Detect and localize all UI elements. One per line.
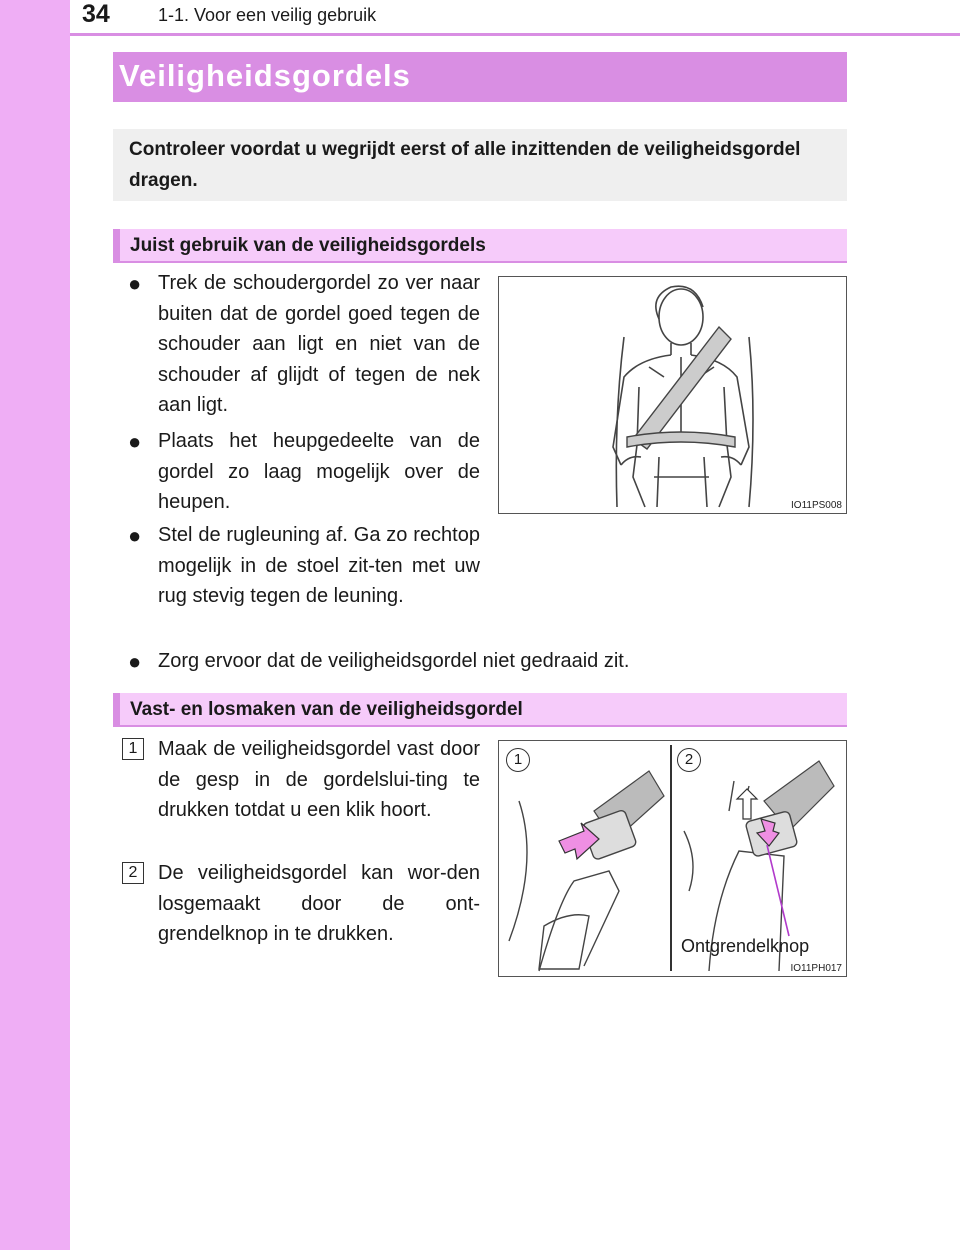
- step-number: 2: [122, 862, 144, 884]
- bullet-item: [128, 268, 480, 421]
- page-number: 34: [82, 0, 110, 28]
- bullet-text: Trek de schoudergordel zo ver naar buiten dat de gordel goed tegen de schouder aan ligt en niet van de schouder af glijdt of tegen de nek aan ligt.: [158, 272, 480, 416]
- figure-step-label: 2: [677, 748, 701, 772]
- bullet-item: [128, 520, 480, 612]
- bullet-item: [128, 426, 480, 518]
- bullet-text: Zorg ervoor dat de veiligheidsgordel niet gedraaid zit.: [158, 650, 630, 672]
- title-banner: [113, 52, 847, 102]
- step-item: [122, 734, 480, 826]
- buckle-figure: [498, 740, 847, 977]
- bullet-dot-icon: ●: [128, 429, 142, 454]
- subheading-fasten: [113, 693, 847, 727]
- bullet-dot-icon: ●: [128, 271, 142, 296]
- section-title: 1-1. Voor een veilig gebruik: [158, 5, 377, 25]
- seated-person-illustration: [499, 277, 846, 513]
- bullet-item: [128, 646, 768, 677]
- bullet-dot-icon: ●: [128, 649, 142, 674]
- step-text: Maak de veiligheidsgordel vast door de gesp in de gordelslui-ting te drukken totdat u een klik hoort.: [158, 738, 480, 821]
- bullet-dot-icon: ●: [128, 523, 142, 548]
- page-title: Veiligheidsgordels: [119, 58, 411, 93]
- intro-text: Controleer voordat u wegrijdt eerst of alle inzittenden de veiligheidsgordel dragen.: [129, 139, 801, 191]
- step-item: [122, 858, 480, 950]
- left-margin-strip: [0, 0, 70, 1250]
- step-number: 1: [122, 738, 144, 760]
- bullet-text: Stel de rugleuning af. Ga zo rechtop mogelijk in de stoel zit-ten met uw rug stevig tegen de leuning.: [158, 524, 480, 607]
- intro-box: [113, 129, 847, 201]
- subheading-fasten-label: Vast- en losmaken van de veiligheidsgordel: [130, 699, 523, 720]
- step-text: De veiligheidsgordel kan wor-den losgemaakt door de ont-grendelknop in te drukken.: [158, 862, 480, 945]
- figure-code: IO11PH017: [790, 963, 842, 974]
- figure-code: IO11PS008: [791, 500, 842, 511]
- bullet-text: Plaats het heupgedeelte van de gordel zo laag mogelijk over de heupen.: [158, 430, 480, 513]
- header-rule: [70, 33, 960, 36]
- subheading-proper-use-label: Juist gebruik van de veiligheidsgordels: [130, 235, 486, 256]
- figure-step-label: 1: [506, 748, 530, 772]
- subheading-proper-use: [113, 229, 847, 263]
- seatbelt-posture-figure: [498, 276, 847, 514]
- release-button-callout: Ontgrendelknop: [681, 936, 810, 956]
